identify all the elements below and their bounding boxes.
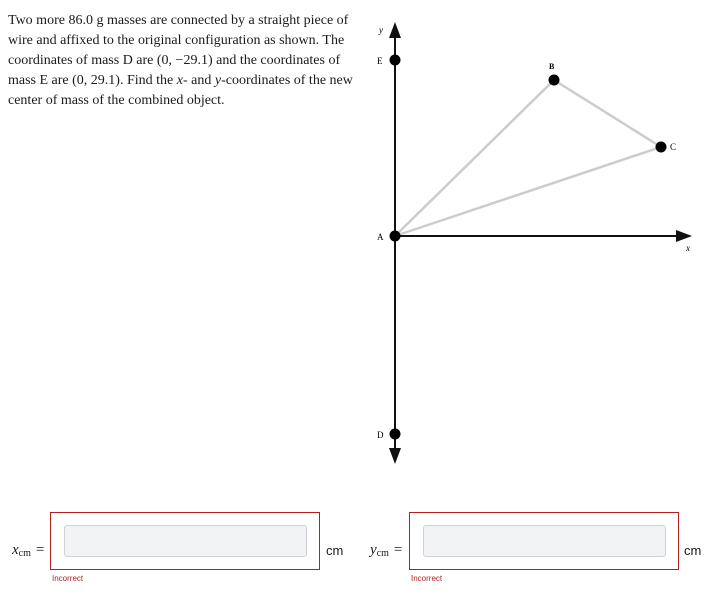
x-cm-label [12, 542, 44, 559]
y-axis-arrowhead-down [389, 448, 401, 464]
wire-b-c [554, 80, 661, 147]
x-cm-answer-box [50, 512, 320, 570]
problem-statement [8, 11, 353, 111]
y-cm-answer-box [409, 512, 679, 570]
answer-y-group [360, 512, 721, 572]
x-cm-unit: cm [326, 543, 344, 558]
wire-a-c [395, 147, 661, 236]
y-axis-label: y [379, 25, 383, 35]
label-d: D [377, 430, 384, 440]
y-axis-arrowhead-up [389, 22, 401, 38]
label-c: C [670, 142, 677, 152]
x-cm-status: Incorrect [52, 574, 84, 583]
mass-d [390, 429, 401, 440]
problem-text-segment: -coordinates of the new center of mass of the combined object. [8, 73, 353, 108]
x-axis-label: x [686, 243, 690, 253]
label-b: B [549, 62, 555, 71]
y-cm-variable: y [370, 542, 377, 558]
y-cm-subscript: cm [376, 548, 389, 559]
problem-text-segment: Two more 86.0 g masses are connected by a straight piece of wire and affixed to the original configuration as shown. The coordinates of mass D are (0, −29.1) and the coordinates of mass E are (0, 29.1). Find the [8, 13, 349, 88]
x-cm-input[interactable] [64, 525, 307, 557]
problem-variable: x [176, 73, 183, 88]
x-cm-equals: = [35, 542, 45, 558]
y-cm-status: Incorrect [411, 574, 443, 583]
y-cm-label [370, 542, 402, 559]
y-cm-equals: = [393, 542, 403, 558]
label-e: E [377, 56, 383, 66]
x-cm-subscript: cm [18, 548, 31, 559]
mass-a [390, 231, 401, 242]
label-a: A [377, 232, 384, 242]
wire-a-b [395, 80, 554, 236]
x-cm-variable: x [12, 542, 19, 558]
mass-e [390, 55, 401, 66]
mass-c [656, 142, 667, 153]
mass-b [549, 75, 560, 86]
answer-x-group [0, 512, 360, 572]
problem-variable: y [214, 73, 222, 88]
y-cm-input[interactable] [423, 525, 666, 557]
y-cm-unit: cm [684, 543, 702, 558]
mass-configuration-diagram [350, 0, 721, 480]
problem-text-segment: - and [182, 73, 215, 88]
x-axis-arrowhead [676, 230, 692, 242]
